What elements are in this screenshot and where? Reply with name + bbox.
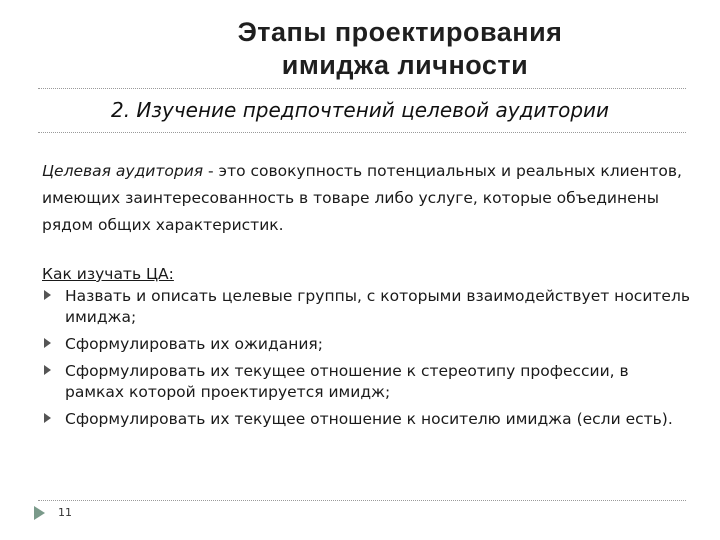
title-line-2: имиджа личности (281, 50, 529, 80)
footer-divider (38, 500, 686, 501)
triangle-right-icon (44, 338, 51, 348)
list-item-text: Сформулировать их текущее отношение к носителю имиджа (если есть). (65, 410, 673, 428)
list-item-text: Назвать и описать целевые группы, с которыми взаимодействует носитель имиджа; (65, 287, 691, 326)
title-line-1: Этапы проектирования (237, 17, 563, 47)
list-item (42, 286, 692, 328)
list-item-text: Сформулировать их текущее отношение к стереотипу профессии, в рамках которой проектируется имидж; (65, 362, 629, 401)
list-item (42, 409, 692, 430)
slide-arrow-icon (34, 506, 45, 520)
definition-term: Целевая аудитория (42, 162, 204, 180)
slide-title (0, 16, 720, 82)
list-item (42, 334, 692, 355)
list-item-text: Сформулировать их ожидания; (65, 335, 323, 353)
title-divider (38, 88, 686, 89)
triangle-right-icon (44, 365, 51, 375)
definition-text: - это совокупность потенциальных и реальных клиентов, имеющих заинтересованность в товаре либо услуге, которые объединены рядом общих характеристик. (42, 162, 682, 234)
list-item (42, 361, 692, 403)
subtitle-divider (38, 132, 686, 133)
howto-heading: Как изучать ЦА: (42, 265, 174, 283)
slide-subtitle: 2. Изучение предпочтений целевой аудитории (110, 98, 610, 122)
page-number: 11 (58, 506, 72, 519)
bullet-list (42, 286, 692, 436)
triangle-right-icon (44, 413, 51, 423)
triangle-right-icon (44, 290, 51, 300)
definition-paragraph (42, 158, 682, 239)
